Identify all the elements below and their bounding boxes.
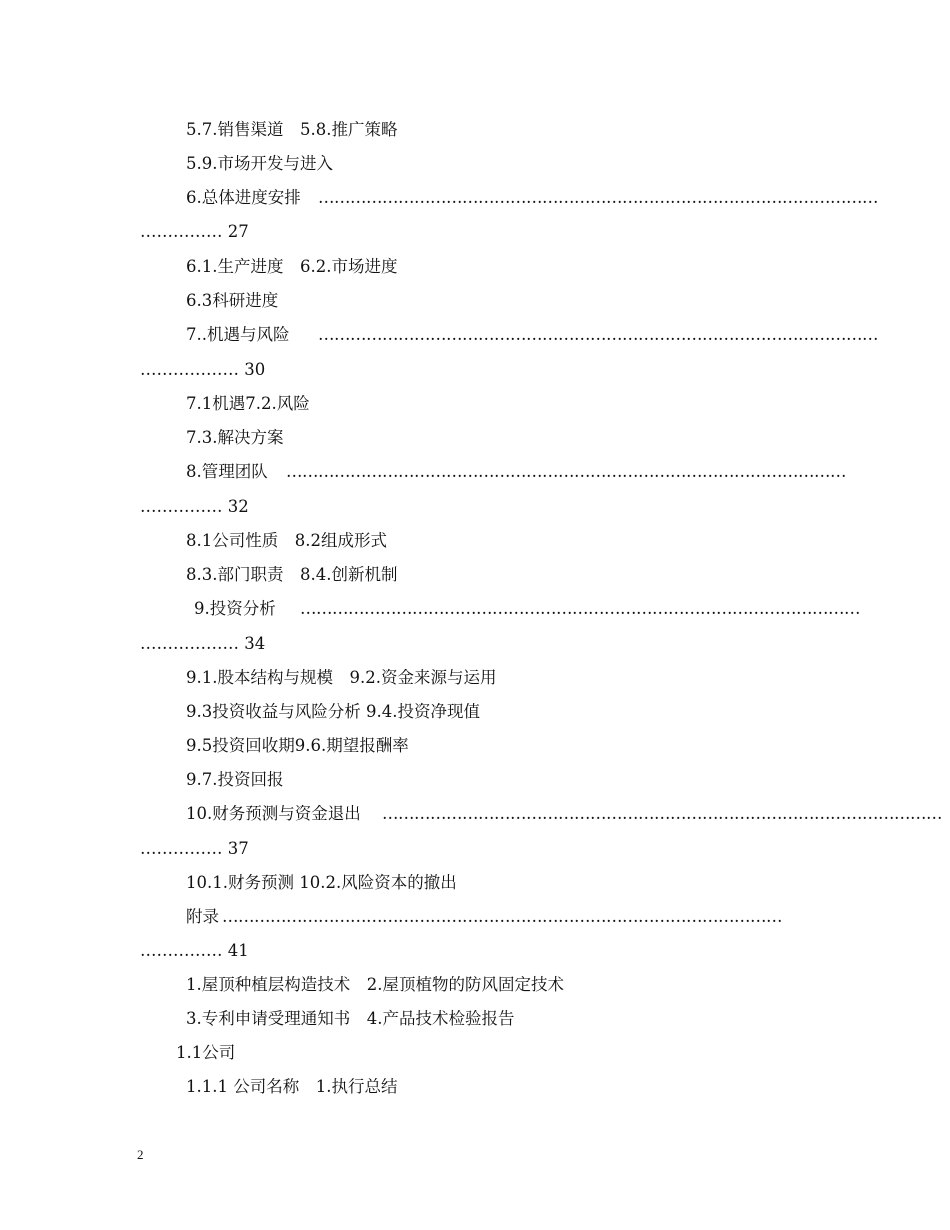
toc-line-appendix-1: 1.屋顶种植层构造技术 2.屋顶植物的防风固定技术 bbox=[186, 975, 564, 994]
toc-line-5-9: 5.9.市场开发与进入 bbox=[186, 154, 333, 173]
toc-page-ref: …………… 32 bbox=[140, 497, 249, 516]
toc-line-8-1: 8.1公司性质 8.2组成形式 bbox=[186, 531, 387, 550]
toc-heading-appendix: 附录 bbox=[186, 907, 219, 926]
page-number: 2 bbox=[137, 1147, 144, 1162]
toc-line-9-5: 9.5投资回收期9.6.期望报酬率 bbox=[186, 736, 409, 755]
toc-heading-7: 7..机遇与风险 bbox=[186, 325, 290, 344]
toc-leader-dots: …………………………………………………………………………………………… bbox=[222, 907, 782, 926]
toc-page-ref: ……………… 34 bbox=[140, 634, 266, 653]
toc-line-7-1: 7.1机遇7.2.风险 bbox=[186, 394, 310, 413]
section-1-1-1: 1.1.1 公司名称 1.执行总结 bbox=[186, 1077, 398, 1096]
toc-leader-dots: …………………………………………………………………………………………… bbox=[318, 325, 878, 344]
toc-leader-dots: …………………………………………………………………………………………… bbox=[318, 188, 878, 207]
toc-heading-6: 6.总体进度安排 bbox=[186, 188, 301, 207]
toc-line-10-1: 10.1.财务预测 10.2.风险资本的撤出 bbox=[186, 873, 457, 892]
toc-line-5-7: 5.7.销售渠道 5.8.推广策略 bbox=[186, 120, 398, 139]
toc-leader-dots: …………………………………………………………………………………………… bbox=[382, 804, 942, 823]
toc-line-8-3: 8.3.部门职责 8.4.创新机制 bbox=[186, 565, 398, 584]
toc-line-9-1: 9.1.股本结构与规模 9.2.资金来源与运用 bbox=[186, 668, 497, 687]
toc-line-9-7: 9.7.投资回报 bbox=[186, 770, 284, 789]
toc-page-ref: …………… 27 bbox=[140, 222, 249, 241]
toc-leader-dots: …………………………………………………………………………………………… bbox=[300, 599, 860, 618]
toc-leader-dots: …………………………………………………………………………………………… bbox=[286, 462, 846, 481]
toc-line-9-3: 9.3投资收益与风险分析 9.4.投资净现值 bbox=[186, 702, 480, 721]
toc-line-appendix-3: 3.专利申请受理通知书 4.产品技术检验报告 bbox=[186, 1009, 515, 1028]
toc-line-6-1: 6.1.生产进度 6.2.市场进度 bbox=[186, 257, 398, 276]
toc-heading-9: 9.投资分析 bbox=[194, 599, 276, 618]
toc-line-6-3: 6.3科研进度 bbox=[186, 291, 279, 310]
toc-line-7-3: 7.3.解决方案 bbox=[186, 428, 284, 447]
toc-heading-10: 10.财务预测与资金退出 bbox=[186, 804, 361, 823]
toc-page-ref: ……………… 30 bbox=[140, 360, 266, 379]
toc-page-ref: …………… 37 bbox=[140, 839, 249, 858]
toc-heading-8: 8.管理团队 bbox=[186, 462, 268, 481]
section-1-1: 1.1公司 bbox=[176, 1043, 236, 1062]
toc-page-ref: …………… 41 bbox=[140, 941, 249, 960]
